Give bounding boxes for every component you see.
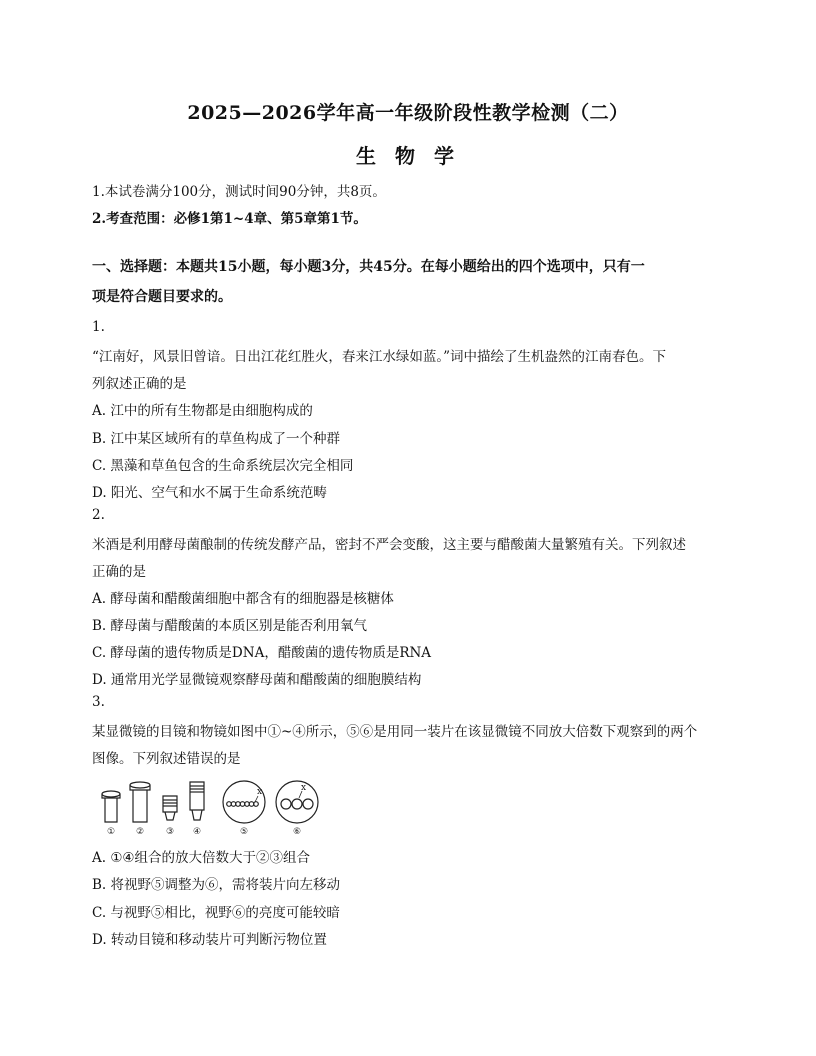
section-heading-line-1: 一、选择题：本题共15小题，每小题3分，共45分。在每小题给出的四个选项中，只有一	[92, 259, 645, 275]
question-2-option-d: D. 通常用光学显微镜观察酵母菌和醋酸菌的细胞膜结构	[92, 672, 422, 688]
question-1-number: 1.	[92, 319, 105, 335]
question-1-option-c: C. 黑藻和草鱼包含的生命系统层次完全相同	[92, 458, 354, 474]
microscope-lenses-figure	[96, 774, 326, 838]
field-5-mark: x	[257, 787, 263, 797]
question-2-number: 2.	[92, 507, 105, 523]
question-1-option-d: D. 阳光、空气和水不属于生命系统范畴	[92, 485, 327, 501]
question-1-option-b: B. 江中某区域所有的草鱼构成了一个种群	[92, 431, 341, 447]
lens-4-icon	[190, 782, 204, 820]
question-3-option-c: C. 与视野⑤相比，视野⑥的亮度可能较暗	[92, 905, 340, 921]
question-2-option-b: B. 酵母菌与醋酸菌的本质区别是能否利用氧气	[92, 618, 368, 634]
field-of-view-6-icon	[276, 781, 318, 823]
question-3-option-d: D. 转动目镜和移动装片可判断污物位置	[92, 932, 327, 948]
exam-title: 2025—2026学年高一年级阶段性教学检测（二）	[187, 102, 629, 124]
lens-2-icon	[130, 782, 150, 822]
note-2: 2.考查范围：必修1第1~4章、第5章第1节。	[92, 211, 367, 227]
figure-label-3: ③	[165, 827, 175, 837]
question-3-number: 3.	[92, 694, 105, 710]
subject-title: 生 物 学	[356, 144, 460, 168]
note-1: 1.本试卷满分100分，测试时间90分钟，共8页。	[92, 184, 386, 200]
figure-label-1: ①	[106, 827, 116, 837]
question-3-stem-line-1: 某显微镜的目镜和物镜如图中①~④所示，⑤⑥是用同一装片在该显微镜不同放大倍数下观察到的两个	[92, 724, 698, 740]
question-1-option-a: A. 江中的所有生物都是由细胞构成的	[92, 403, 313, 419]
figure-label-5: ⑤	[239, 827, 249, 837]
field-6-mark: x	[301, 783, 307, 793]
figure-label-4: ④	[192, 827, 202, 837]
question-3-option-b: B. 将视野⑤调整为⑥，需将装片向左移动	[92, 877, 341, 893]
question-3-option-a: A. ①④组合的放大倍数大于②③组合	[92, 850, 311, 866]
figure-label-6: ⑥	[292, 827, 302, 837]
question-2-option-a: A. 酵母菌和醋酸菌细胞中都含有的细胞器是核糖体	[92, 591, 394, 607]
figure-label-2: ②	[135, 827, 145, 837]
question-2-option-c: C. 酵母菌的遗传物质是DNA，醋酸菌的遗传物质是RNA	[92, 645, 432, 661]
lens-3-icon	[163, 796, 177, 820]
lens-1-icon	[102, 791, 120, 822]
section-heading-line-2: 项是符合题目要求的。	[92, 289, 232, 305]
question-1-stem-line-1: “江南好，风景旧曾谙。日出江花红胜火，春来江水绿如蓝。”词中描绘了生机盎然的江南春色。下	[92, 349, 667, 365]
question-2-stem-line-2: 正确的是	[92, 564, 146, 580]
question-3-stem-line-2: 图像。下列叙述错误的是	[92, 751, 241, 767]
question-1-stem-line-2: 列叙述正确的是	[92, 376, 187, 392]
question-2-stem-line-1: 米酒是利用酵母菌酿制的传统发酵产品，密封不严会变酸，这主要与醋酸菌大量繁殖有关。下列叙述	[92, 537, 686, 553]
